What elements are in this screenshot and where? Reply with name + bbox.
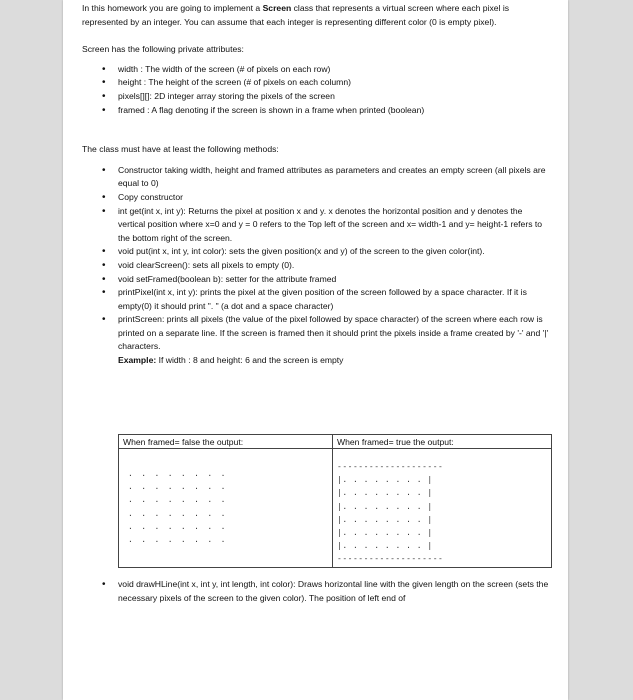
output-column-framed bbox=[333, 435, 551, 567]
method-item: • void clearScreen(): sets all pixels to empty (0). bbox=[118, 259, 552, 273]
document-page bbox=[63, 0, 568, 700]
class-name: Screen bbox=[262, 3, 292, 13]
attribute-item: • height : The height of the screen (# of pixels on each column) bbox=[118, 76, 552, 90]
output-column-unframed bbox=[119, 435, 333, 567]
attribute-item: • framed : A flag denoting if the screen is shown in a frame when printed (boolean) bbox=[118, 104, 552, 118]
method-item-draw-hline: • void drawHLine(int x, int y, int length, int color): Draws horizontal line with the given length on the screen (sets the necessary pixels of the screen to the given color). The position of left end of bbox=[118, 578, 550, 605]
method-item: • Copy constructor bbox=[118, 191, 552, 205]
intro-paragraph bbox=[82, 2, 552, 29]
intro-text-before: In this homework you are going to implement a bbox=[82, 3, 263, 13]
method-item: • void setFramed(boolean b): setter for the attribute framed bbox=[118, 273, 552, 287]
method-item: • Constructor taking width, height and framed attributes as parameters and creates an empty screen (all pixels are equal to 0) bbox=[118, 164, 552, 191]
methods-heading: The class must have at least the following methods: bbox=[82, 144, 279, 155]
output-example-table bbox=[118, 434, 552, 568]
output-header-unframed: When framed= false the output: bbox=[119, 435, 332, 449]
output-grid-unframed: . . . . . . . . . . . . . . . . . . . . . . . . . . . . . . . . . . . . . . . . . . . . . . . . bbox=[128, 469, 228, 545]
attributes-heading: Screen has the following private attributes: bbox=[82, 44, 244, 55]
attribute-item: • width : The width of the screen (# of pixels on each row) bbox=[118, 63, 552, 77]
attribute-item: • pixels[][]: 2D integer array storing the pixels of the screen bbox=[118, 90, 552, 104]
example-label: Example: bbox=[118, 355, 157, 366]
output-grid-framed: -------------------- |. . . . . . . . | |. . . . . . . . | |. . . . . . . . | |. . . . . . . . | |. . . . . . . . | |. . . . . . . . | -------------------- bbox=[337, 462, 444, 564]
output-header-framed: When framed= true the output: bbox=[333, 435, 551, 449]
method-item: • printPixel(int x, int y): prints the pixel at the given position of the screen followed by a space character. If it is empty(0) it should print ". " (a dot and a space character) bbox=[118, 286, 552, 313]
methods-list bbox=[82, 164, 552, 368]
document-content bbox=[82, 2, 552, 368]
intro-text-after: class that represents a virtual screen where each pixel is represented by an integer. You can assume that each integer is representing different color (0 is empty pixel). bbox=[82, 3, 510, 27]
method-item: • void put(int x, int y, int color): sets the given position(x and y) of the screen to the given color(int). bbox=[118, 245, 552, 259]
method-item: • int get(int x, int y): Returns the pixel at position x and y. x denotes the horizontal position and y denotes the vertical position where x=0 and y = 0 refers to the Top left of the screen and x= width-1 and y= height-1 refers to the bottom right of the screen. bbox=[118, 205, 552, 246]
attributes-list bbox=[82, 63, 552, 117]
method-item bbox=[118, 313, 552, 367]
example-text: If width : 8 and height: 6 and the screen is empty bbox=[156, 355, 344, 366]
print-screen-text: printScreen: prints all pixels (the value of the pixel followed by space character) of the screen where each row is printed on a separate line. If the screen is framed then it should print the pixels inside a frame created by '-' and '|' characters. bbox=[118, 314, 549, 352]
